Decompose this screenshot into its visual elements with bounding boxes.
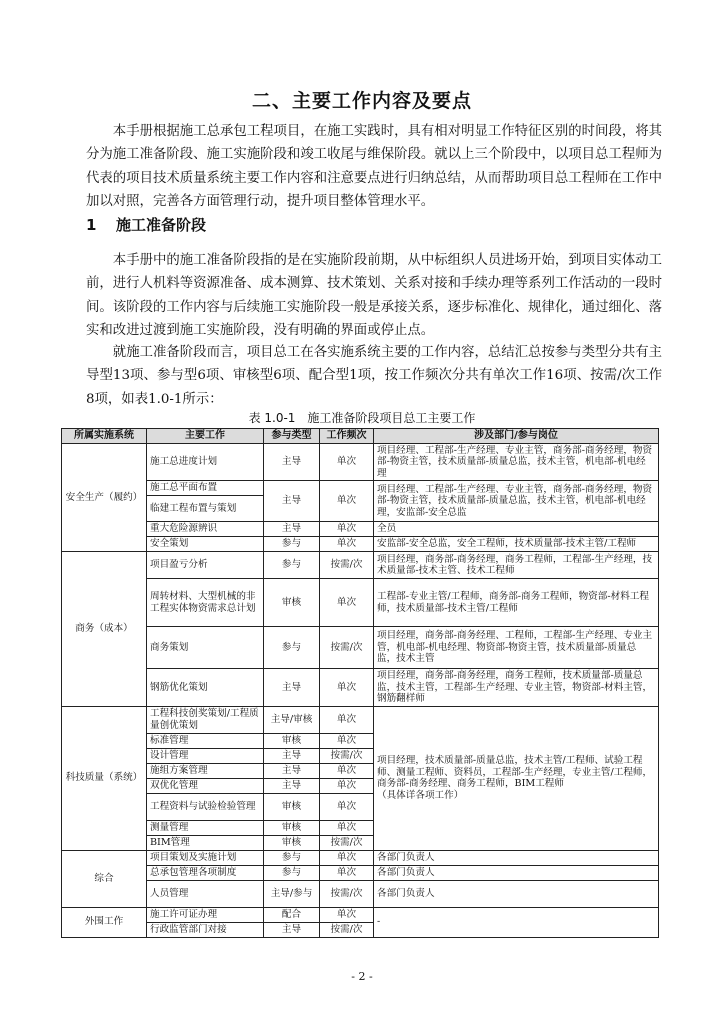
work-cell: 施组方案管理: [147, 763, 264, 778]
table-row: [62, 579, 659, 627]
intro-paragraph: 本手册根据施工总承包工程项目，在施工实践时，具有相对明显工作特征区别的时间段，将其分为施工准备阶段、施工实施阶段和竣工收尾与维保阶段。就以上三个阶段中，以项目总工程师为代表的项目技术质量系统主要工作内容和注意要点进行归纳总结，从而帮助项目总工程师在工作中加以对照，完善各方面管理行动，提升项目整体管理水平。: [86, 124, 662, 210]
table-row: [62, 537, 659, 552]
table-row: [62, 865, 659, 880]
freq-cell: 单次: [320, 481, 374, 522]
work-cell: 施工许可证办理: [147, 907, 264, 922]
type-cell: 参与: [264, 850, 320, 865]
dept-cell: 安监部-安全总监，安全工程师，技术质量部-技术主管/工程师: [374, 537, 659, 552]
body-paragraph-2: 就施工准备阶段而言，项目总工在各实施系统主要的工作内容，总结汇总按参与类型分共有主导型13项、参与型6项、审核型6项、配合型1项，按工作频次分共有单次工作16项、按需/次工作8项，如表1.0-1所示：: [86, 345, 662, 407]
work-cell: 设计管理: [147, 748, 264, 763]
tech-departments-note: （具体详各项工作）: [377, 789, 464, 801]
type-cell: 审核: [264, 579, 320, 627]
work-cell: 总承包管理各项制度: [147, 865, 264, 880]
type-cell: 主导: [264, 443, 320, 481]
group-safety: 安全生产（履约）: [62, 443, 147, 552]
group-tech: 科技质量（系统）: [62, 706, 147, 850]
table-row: [62, 880, 659, 907]
freq-cell: 按需/次: [320, 922, 374, 937]
type-cell: 主导: [264, 522, 320, 537]
type-cell: 参与: [264, 865, 320, 880]
dept-cell: 工程部-专业主管/工程师，商务部-商务工程师，物资部-材料工程师，技术质量部-技术主管/工程师: [374, 579, 659, 627]
type-cell: 主导/参与: [264, 880, 320, 907]
dept-cell: 各部门负责人: [374, 865, 659, 880]
freq-cell: 单次: [320, 579, 374, 627]
section-number: 1: [86, 216, 97, 234]
work-cell: 标准管理: [147, 733, 264, 748]
work-cell: 双优化管理: [147, 778, 264, 793]
type-cell: 主导: [264, 669, 320, 707]
freq-cell: 按需/次: [320, 552, 374, 579]
type-cell: 主导/审核: [264, 706, 320, 733]
freq-cell: 单次: [320, 537, 374, 552]
dept-cell: 项目经理，商务部-商务经理，商务工程师，工程部-生产经理，技术质量部-技术主管、技术工程师: [374, 552, 659, 579]
header-work: 主要工作: [147, 429, 264, 444]
group-general: 综合: [62, 850, 147, 907]
dept-cell: 项目经理，商务部-商务经理、工程师，工程部-生产经理、专业主管，机电部-机电经理、物资部-物资主管，技术质量部-质量总监，技术主管: [374, 627, 659, 669]
header-departments: 涉及部门/参与岗位: [374, 429, 659, 444]
freq-cell: 按需/次: [320, 835, 374, 850]
tech-departments: 项目经理，技术质量部-质量总监，技术主管/工程师、试验工程师、测量工程师、资料员，工程部-生产经理，专业主管/工程师，商务部-商务经理、商务工程师，BIM工程师: [377, 755, 653, 789]
dept-cell: 项目经理、工程部-生产经理、专业主管，商务部-商务经理，物资部-物资主管，技术质量部-质量总监，技术主管，机电部-机电经理，安监部-安全总监: [374, 481, 659, 522]
work-table: [61, 428, 659, 938]
freq-cell: 按需/次: [320, 627, 374, 669]
type-cell: 参与: [264, 627, 320, 669]
body-paragraph-1: 本手册中的施工准备阶段指的是在实施阶段前期，从中标组织人员进场开始，到项目实体动工前，进行人机料等资源准备、成本测算、技术策划、关系对接和手续办理等系列工作活动的一段时间。该阶段的工作内容与后续施工实施阶段一般是承接关系，逐步标准化、规律化，通过细化、落实和改进过渡到施工实施阶段，没有明确的界面或停止点。: [86, 253, 662, 339]
table-row: [62, 907, 659, 922]
work-cell: 重大危险源辨识: [147, 522, 264, 537]
type-cell: 主导: [264, 778, 320, 793]
type-cell: 参与: [264, 537, 320, 552]
page-number: - 2 -: [351, 970, 373, 983]
table-row: [62, 481, 659, 496]
freq-cell: 单次: [320, 733, 374, 748]
type-cell: 审核: [264, 820, 320, 835]
freq-cell: 单次: [320, 706, 374, 733]
work-cell: 安全策划: [147, 537, 264, 552]
freq-cell: 单次: [320, 522, 374, 537]
table-row: [62, 443, 659, 481]
freq-cell: 单次: [320, 907, 374, 922]
work-cell: 项目盈亏分析: [147, 552, 264, 579]
type-cell: 主导: [264, 922, 320, 937]
work-cell: 项目策划及实施计划: [147, 850, 264, 865]
header-system: 所属实施系统: [62, 429, 147, 444]
dept-cell: 项目经理，商务部-商务经理，商务工程师，技术质量部-质量总监，技术主管，工程部-生产经理、专业主管，物资部-材料主管，钢筋翻样师: [374, 669, 659, 707]
freq-cell: 单次: [320, 820, 374, 835]
work-cell: 工程科技创奖策划/工程质量创优策划: [147, 706, 264, 733]
dept-cell: 各部门负责人: [374, 850, 659, 865]
freq-cell: 按需/次: [320, 748, 374, 763]
work-cell: 测量管理: [147, 820, 264, 835]
tech-dept-cell: [374, 706, 659, 850]
freq-cell: 单次: [320, 443, 374, 481]
page-title: 二、主要工作内容及要点: [251, 90, 472, 112]
external-dept-cell: -: [374, 907, 659, 937]
table-row: [62, 850, 659, 865]
section-heading: [86, 214, 206, 235]
table-row: [62, 552, 659, 579]
table-caption: 表 1.0-1 施工准备阶段项目总工主要工作: [248, 411, 476, 425]
freq-cell: 按需/次: [320, 880, 374, 907]
section-title: 施工准备阶段: [116, 216, 207, 234]
group-business: 商务（成本）: [62, 552, 147, 707]
dept-cell: 各部门负责人: [374, 880, 659, 907]
work-cell: 工程资料与试验检验管理: [147, 793, 264, 820]
type-cell: 审核: [264, 835, 320, 850]
work-cell: 施工总进度计划: [147, 443, 264, 481]
table-row: [62, 706, 659, 733]
header-type: 参与类型: [264, 429, 320, 444]
type-cell: 审核: [264, 793, 320, 820]
work-cell: 商务策划: [147, 627, 264, 669]
type-cell: 审核: [264, 733, 320, 748]
freq-cell: 单次: [320, 793, 374, 820]
work-cell: 施工总平面布置: [147, 481, 264, 496]
type-cell: 配合: [264, 907, 320, 922]
freq-cell: 单次: [320, 669, 374, 707]
type-cell: 主导: [264, 763, 320, 778]
work-cell: 周转材料、大型机械的非工程实体物资需求总计划: [147, 579, 264, 627]
work-cell: 钢筋优化策划: [147, 669, 264, 707]
table-row: [62, 522, 659, 537]
work-cell: 行政监管部门对接: [147, 922, 264, 937]
work-cell: BIM管理: [147, 835, 264, 850]
header-frequency: 工作频次: [320, 429, 374, 444]
freq-cell: 单次: [320, 763, 374, 778]
freq-cell: 单次: [320, 778, 374, 793]
type-cell: 参与: [264, 552, 320, 579]
type-cell: 主导: [264, 748, 320, 763]
work-cell: 人员管理: [147, 880, 264, 907]
table-row: [62, 669, 659, 707]
table-row: [62, 627, 659, 669]
dept-cell: 项目经理、工程部-生产经理、专业主管，商务部-商务经理，物资部-物资主管，技术质量部-质量总监，技术主管，机电部-机电经理: [374, 443, 659, 481]
group-external: 外围工作: [62, 907, 147, 937]
type-cell: 主导: [264, 481, 320, 522]
work-cell: 临建工程布置与策划: [147, 496, 264, 522]
freq-cell: 单次: [320, 865, 374, 880]
dept-cell: 全员: [374, 522, 659, 537]
freq-cell: 单次: [320, 850, 374, 865]
